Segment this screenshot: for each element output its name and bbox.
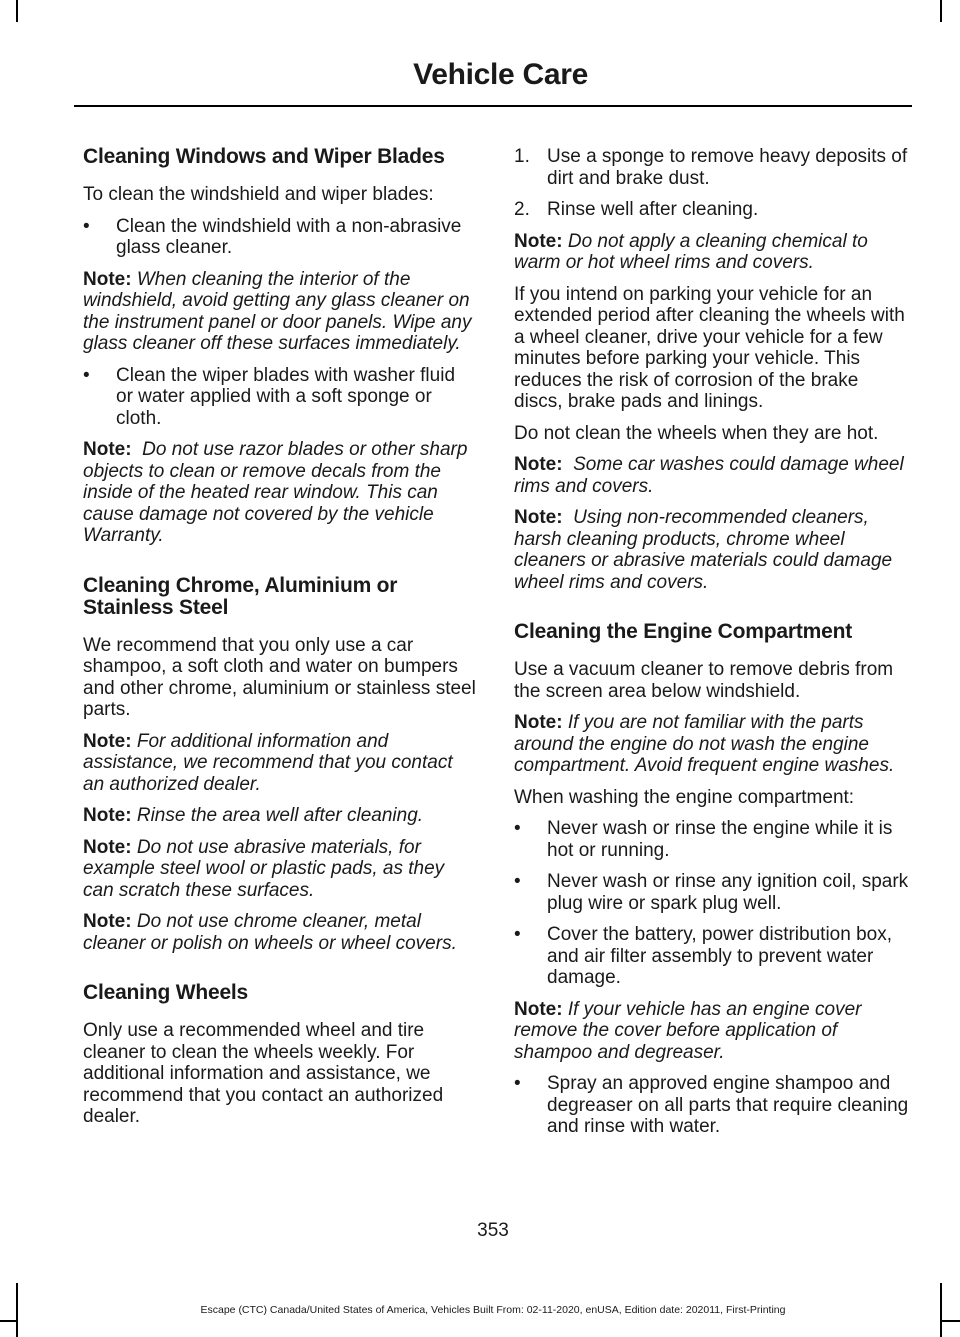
right-column (514, 146, 912, 1148)
note-glass-cleaner (83, 269, 477, 355)
wheels-paragraph: Only use a recommended wheel and tire cleaner to clean the wheels weekly. For additional information and assistance, we recommend that you contact an authorized dealer. (83, 1020, 444, 1127)
windows-intro: To clean the windshield and wiper blades: (83, 184, 434, 205)
note-non-recommended (514, 507, 912, 593)
heading-cleaning-windows: Cleaning Windows and Wiper Blades (83, 145, 445, 168)
bullet-wiper-blades (83, 365, 477, 430)
step-1 (514, 146, 912, 189)
crop-mark-bottom-right-h (942, 1320, 960, 1322)
note-abrasive (83, 837, 477, 902)
note-label: Note: (514, 230, 563, 252)
note-text: Rinse the area well after cleaning. (136, 805, 424, 826)
page-footer: Escape (CTC) Canada/United States of America, Vehicles Built From: 02-11-2020, enUSA, Edition date: 202011, First-Printing (200, 1304, 786, 1316)
note-text: For additional information and assistance, we recommend that you contact an authorized dealer. (83, 730, 453, 795)
step-number: 2. (514, 199, 530, 220)
note-label: Note: (514, 712, 563, 733)
step-text: Use a sponge to remove heavy deposits of dirt and brake dust. (547, 146, 908, 189)
note-label: Note: (83, 268, 132, 290)
bullet-cover-battery (514, 924, 912, 989)
note-label: Note: (83, 836, 132, 858)
bullet-text: Cover the battery, power distribution box, and air filter assembly to prevent water damage. (547, 924, 892, 988)
note-text: Some car washes could damage wheel rims and covers. (514, 454, 904, 497)
bullet-spray-shampoo (514, 1073, 912, 1138)
note-text: Do not use chrome cleaner, metal cleaner or polish on wheels or wheel covers. (83, 911, 457, 954)
bullet-mark: • (514, 871, 521, 892)
page-number: 353 (477, 1220, 509, 1241)
chrome-paragraph: We recommend that you only use a car shampoo, a soft cloth and water on bumpers and other chrome, aluminium or stainless steel parts. (83, 634, 476, 720)
note-label: Note: (83, 439, 132, 460)
parking-paragraph: If you intend on parking your vehicle for an extended period after cleaning the wheels with a wheel cleaner, drive your vehicle for a few minutes before parking your vehicle. This reduces the risk of corrosion of the brake discs, brake pads and linings. (514, 283, 905, 412)
washing-intro: When washing the engine compartment: (514, 786, 855, 808)
bullet-mark: • (83, 215, 90, 237)
bullet-text: Clean the wiper blades with washer fluid or water applied with a soft sponge or cloth. (116, 364, 456, 429)
note-text: Do not apply a cleaning chemical to warm or hot wheel rims and covers. (514, 230, 868, 273)
note-dealer (83, 731, 477, 796)
header-rule (74, 105, 912, 107)
left-column (83, 146, 477, 1138)
crop-mark-top-right (940, 0, 942, 22)
heading-engine-compartment: Cleaning the Engine Compartment (514, 620, 852, 643)
bullet-text: Never wash or rinse any ignition coil, spark plug wire or spark plug well. (547, 871, 909, 914)
note-label: Note: (514, 998, 563, 1020)
note-label: Note: (514, 454, 563, 475)
heading-cleaning-chrome: Cleaning Chrome, Aluminium or Stainless Steel (83, 573, 398, 619)
bullet-engine-hot (514, 818, 912, 861)
note-label: Note: (514, 507, 563, 528)
note-car-washes (514, 454, 912, 497)
hot-wheels-paragraph: Do not clean the wheels when they are hot. (514, 422, 879, 444)
heading-cleaning-wheels: Cleaning Wheels (83, 981, 249, 1004)
bullet-mark: • (514, 818, 521, 839)
bullet-mark: • (514, 1073, 521, 1094)
note-text: Using non-recommended cleaners, harsh cleaning products, chrome wheel cleaners or abrasive materials could damage wheel rims and covers. (514, 507, 893, 593)
note-label: Note: (83, 911, 132, 932)
note-hot-rims (514, 231, 912, 274)
note-razor-blades (83, 439, 477, 547)
crop-mark-top-left (16, 0, 18, 22)
note-text: If your vehicle has an engine cover remove the cover before application of shampoo and degreaser. (514, 998, 862, 1063)
page-header-title: Vehicle Care (413, 58, 588, 91)
note-text: Do not use abrasive materials, for example steel wool or plastic pads, as they can scratch these surfaces. (83, 836, 445, 901)
note-text: When cleaning the interior of the windshield, avoid getting any glass cleaner on the instrument panel or door panels. Wipe any glass cleaner off these surfaces immediately. (83, 268, 472, 354)
bullet-ignition (514, 871, 912, 914)
note-label: Note: (83, 730, 132, 752)
note-engine-cover (514, 999, 912, 1064)
bullet-mark: • (83, 364, 90, 386)
note-chrome-cleaner (83, 911, 477, 954)
bullet-text: Clean the windshield with a non-abrasive glass cleaner. (116, 215, 462, 258)
note-text: Do not use razor blades or other sharp objects to clean or remove decals from the inside of the heated rear window. This can cause damage not covered by the vehicle Warranty. (83, 439, 468, 546)
note-rinse (83, 805, 477, 827)
note-engine-parts (514, 712, 912, 777)
bullet-mark: • (514, 924, 521, 945)
note-label: Note: (83, 805, 132, 826)
bullet-text: Spray an approved engine shampoo and degreaser on all parts that require cleaning and rinse with water. (547, 1073, 909, 1137)
bullet-text: Never wash or rinse the engine while it is hot or running. (547, 818, 893, 861)
step-text: Rinse well after cleaning. (547, 199, 759, 220)
step-2 (514, 199, 912, 221)
crop-mark-bottom-left-h (0, 1320, 16, 1322)
step-number: 1. (514, 146, 530, 167)
note-text: If you are not familiar with the parts around the engine do not wash the engine compartment. Avoid frequent engine washes. (514, 712, 895, 776)
bullet-windshield (83, 216, 477, 259)
vacuum-paragraph: Use a vacuum cleaner to remove debris from the screen area below windshield. (514, 659, 894, 702)
